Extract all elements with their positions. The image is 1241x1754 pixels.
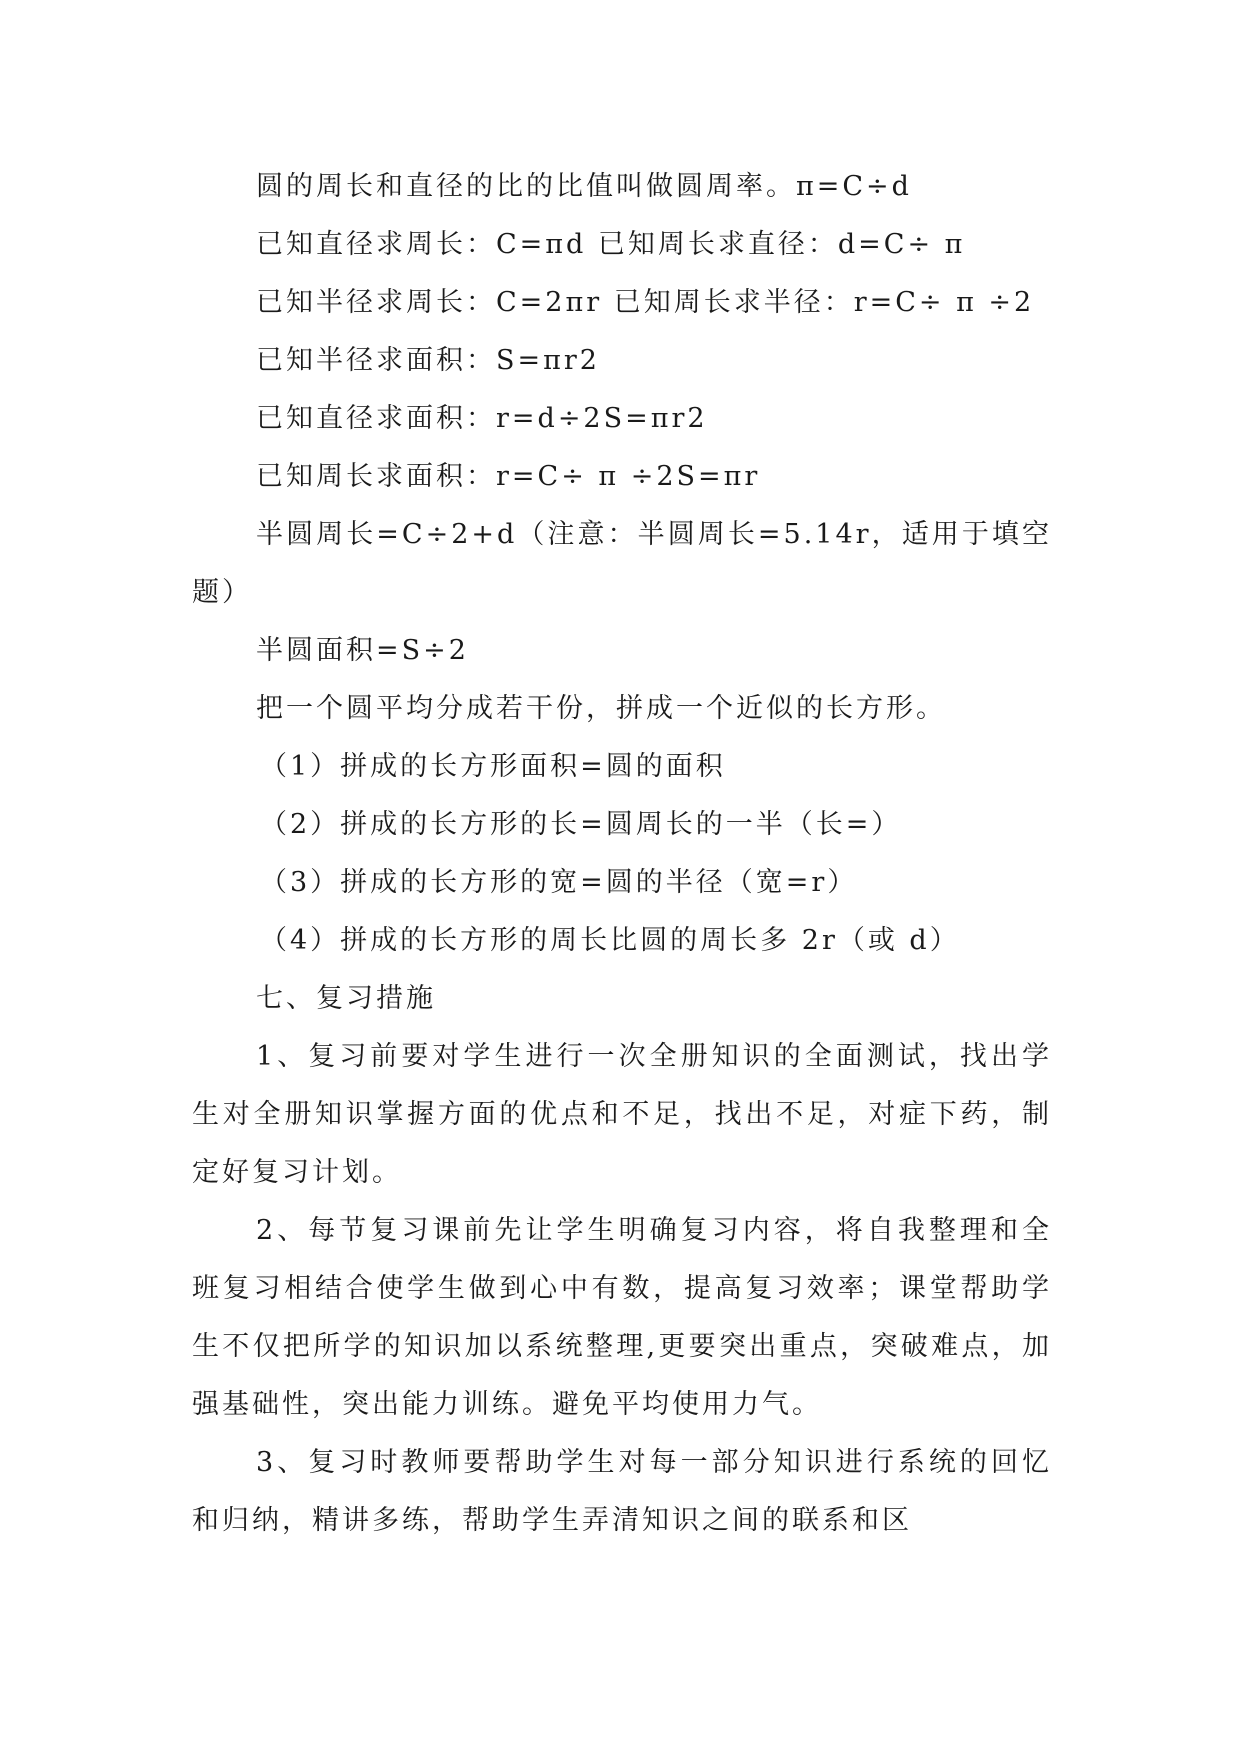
formula-line: 已知直径求面积：r=d÷2S=πr2 (256, 403, 708, 434)
document-body (192, 158, 1052, 1550)
formula-line: 圆的周长和直径的比的比值叫做圆周率。π=C÷d (256, 171, 912, 202)
rectangle-item: （1）拼成的长方形面积=圆的面积 (260, 751, 726, 782)
rectangle-intro-line: 把一个圆平均分成若干份，拼成一个近似的长方形。 (256, 693, 946, 724)
formula-line: 已知周长求面积：r=C÷ π ÷2S=πr (256, 461, 761, 492)
section-heading: 七、复习措施 (256, 983, 436, 1014)
formula-line: 已知半径求周长：C=2πr 已知周长求半径：r=C÷ π ÷2 (256, 287, 1035, 318)
measure-paragraph: 3、复习时教师要帮助学生对每一部分知识进行系统的回忆和归纳，精讲多练，帮助学生弄清知识之间的联系和区 (192, 1447, 1052, 1536)
measure-paragraph: 2、每节复习课前先让学生明确复习内容，将自我整理和全班复习相结合使学生做到心中有数，提高复习效率；课堂帮助学生不仅把所学的知识加以系统整理,更要突出重点，突破难点，加强基础性，突出能力训练。避免平均使用力气。 (192, 1215, 1052, 1420)
semicircle-perimeter-paragraph: 半圆周长=C÷2+d（注意：半圆周长=5.14r，适用于填空题） (192, 519, 1052, 608)
semicircle-area-line: 半圆面积=S÷2 (256, 635, 469, 666)
rectangle-item: （4）拼成的长方形的周长比圆的周长多 2r（或 d） (260, 925, 960, 956)
formula-line: 已知半径求面积：S=πr2 (256, 345, 600, 376)
measure-paragraph: 1、复习前要对学生进行一次全册知识的全面测试，找出学生对全册知识掌握方面的优点和不足，找出不足，对症下药，制定好复习计划。 (192, 1041, 1052, 1188)
rectangle-item: （3）拼成的长方形的宽=圆的半径（宽=r） (260, 867, 858, 898)
rectangle-item: （2）拼成的长方形的长=圆周长的一半（长=） (260, 809, 902, 840)
formula-line: 已知直径求周长：C=πd 已知周长求直径：d=C÷ π (256, 229, 966, 260)
